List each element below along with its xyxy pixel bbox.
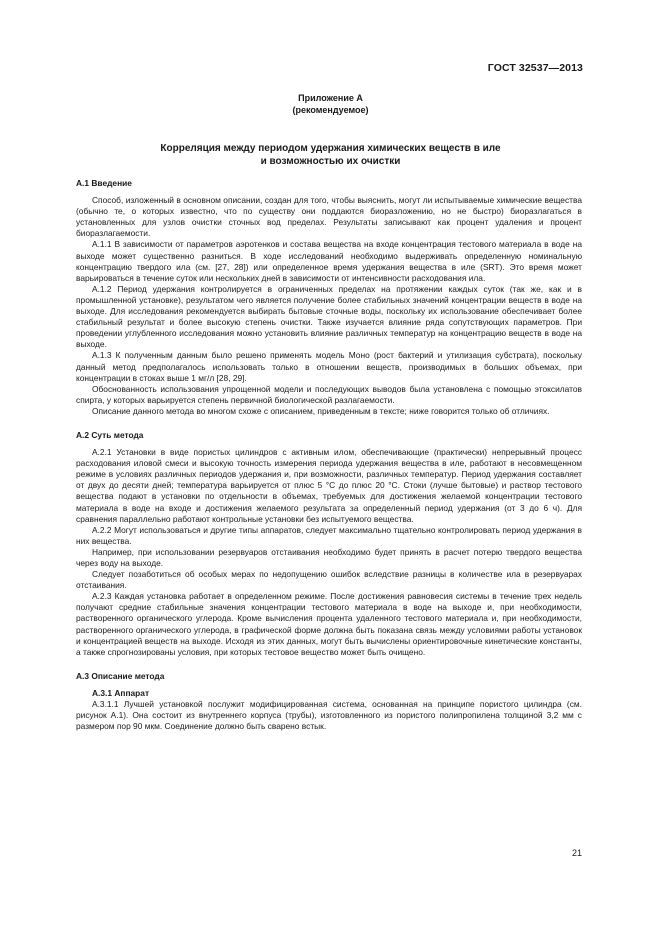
document-title <box>0 142 661 168</box>
paragraph: Например, при использовании резервуаров отстаивания необходимо будет принять в расчет потерю твердого вещества через воду на выходе. <box>76 546 582 568</box>
paragraph: А.3.1.1 Лучшей установкой послужит модифицированная система, основанная на принципе пористого цилиндра (см. рисунок А.1). Она состоит из внутреннего корпуса (трубы), изготовленного из пористого полипропилена толщиной 3,2 мм с размером пор 90 мкм. Соединение должно быть сварено встык. <box>76 699 582 732</box>
subsection-heading-apparatus: А.3.1 Аппарат <box>92 687 150 698</box>
section-heading-introduction: А.1 Введение <box>76 178 132 188</box>
paragraph: Обоснованность использования упрощенной модели и последующих выводов была установлена с помощью этоксилатов спирта, у которых варьируется степень первичной биологической разлагаемости. <box>76 383 582 405</box>
document-title-line-1: Корреляция между периодом удержания химических веществ в иле <box>160 143 501 154</box>
paragraph: А.2.1 Установки в виде пористых цилиндров с активным илом, обеспечивающие (практически) непрерывный процесс расходования иловой смеси и высокую точность измерения периода удержания вещества в иле, работают в несовмещенном режиме в условиях различных периодов удержания и, при возможности, различных температур. Период удержания составляет от двух до десяти дней; температура варьируется от плюс 5 °С до плюс 20 °С. Стоки (лучше бытовые) и раствор тестового вещества подают в установки по отдельности в объемах, требуемых для достижения желаемой концентрации тестового материала в воде на входе и достижения желаемого результата за определенный период удержания (от 3 до 6 ч). Для сравнения параллельно работают контрольные установки без испытуемого вещества. <box>76 447 582 524</box>
page-number: 21 <box>571 848 582 858</box>
section-heading-method-description: А.3 Описание метода <box>76 670 165 681</box>
paragraph: А.2.3 Каждая установка работает в определенном режиме. После достижения равновесия системы в течение трех недель получают средние стабильные значения концентрации тестового материала в воде на выходе и, при необходимости, растворенного органического углерода. Кроме вычисления процента удаленного тестового материала и, при необходимости, растворенного органического углерода, в графической форме должна быть показана связь между условиями работы установок и концентрацией веществ на выходе. Исходя из этих данных, могут быть вычислены ориентировочные кинетические константы, а также спрогнозированы условия, при которых тестовое вещество может быть очищено. <box>76 591 582 657</box>
paragraph: Следует позаботиться об особых мерах по недопущению ошибок вследствие разницы в количестве ила в резервуарах отстаивания. <box>76 569 582 591</box>
paragraph: Способ, изложенный в основном описании, создан для того, чтобы выяснить, могут ли испытываемые химические вещества (обычно те, о которых известно, что по существу они поддаются биоразложению, но не быстро) биоразлагаться в установленных для узлов очистки сточных вод пределах. Результаты записывают как процент удаления и процент биоразлагаемости. <box>76 195 582 239</box>
annex-status: (рекомендуемое) <box>292 105 369 115</box>
paragraph: А.2.2 Могут использоваться и другие типы аппаратов, следует максимально тщательно контролировать период удержания в них вещества. <box>76 524 582 546</box>
paragraph: Описание данного метода во многом схоже с описанием, приведенным в тексте; ниже говорится только об отличиях. <box>92 405 550 416</box>
paragraph: А.1.1 В зависимости от параметров аэротенков и состава вещества на входе концентрация тестового материала в воде на выходе может существенно разниться. В ходе исследований необходимо выдерживать определенную номинальную концентрацию твердого ила (см. [27, 28]) или определенное время удержания вещества в иле (SRT). Это время может варьироваться в течение суток или нескольких дней в зависимости от интенсивности расходования ила. <box>76 239 582 283</box>
paragraph: А.1.3 К полученным данным было решено применять модель Моно (рост бактерий и утилизация субстрата), поскольку данный метод предполагалось использовать только в отношении веществ, производимых в больших объемах, при концентрации в стоках выше 1 мг/л [28, 29]. <box>76 350 582 383</box>
section-heading-method-essence: А.2 Суть метода <box>76 429 144 440</box>
standard-number: ГОСТ 32537—2013 <box>487 62 583 74</box>
annex-heading <box>0 92 661 116</box>
annex-title: Приложение А <box>298 93 363 103</box>
paragraph: А.1.2 Период удержания контролируется в ограниченных пределах на протяжении каждых суток (так же, как и в промышленной установке), результатом чего является получение более стабильных значений концентрации веществ в воде на выходе. Для исследования рекомендуется выбирать бытовые сточные воды, поскольку их использование обеспечивает более стабильный результат и более высокую степень очистки. Также изучается влияние ряда сопутствующих параметров. При проведении углубленного исследования можно установить влияние различных температур на концентрацию веществ в воде на выходе. <box>76 283 582 350</box>
document-title-line-2: и возможностью их очистки <box>260 156 401 167</box>
document-body <box>76 178 582 732</box>
